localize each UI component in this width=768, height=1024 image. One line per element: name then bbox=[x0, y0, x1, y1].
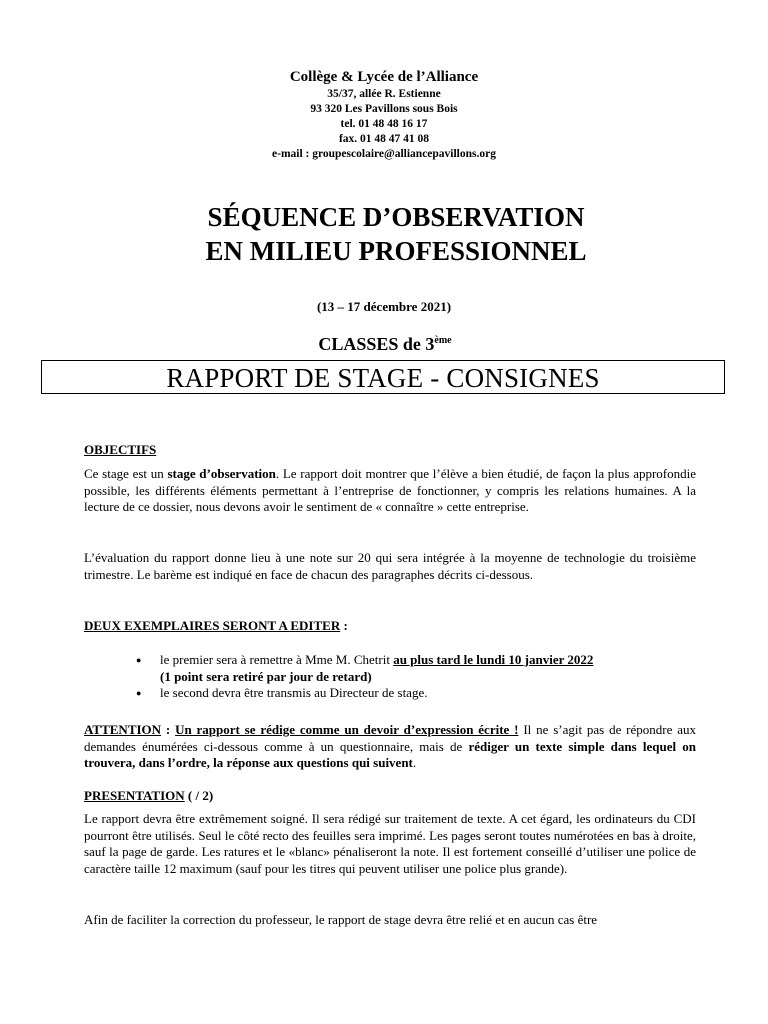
attention-emphasis: Un rapport se rédige comme un devoir d’expression écrite ! bbox=[175, 722, 519, 737]
classes-label bbox=[0, 334, 768, 355]
exemplaires-heading bbox=[84, 618, 348, 634]
fax-number: fax. 01 48 47 41 08 bbox=[338, 133, 430, 145]
presentation-paragraph-1: Le rapport devra être extrêmement soigné. Il sera rédigé sur traitement de texte. A cet égard, les ordinateurs du CDI pourront être utilisés. Seul le côté recto des feuilles sera imprimé. Les pages seront toutes numérotées en bas à droite, sauf la page de garde. Les ratures et le «blanc» pénaliseront la note. Il est fortement conseillé d’utiliser une police de caractère taille 12 maximum (sauf pour les titres qui peuvent utiliser une police plus grande). bbox=[84, 811, 696, 876]
main-title-line-1: SÉQUENCE D’OBSERVATION bbox=[207, 202, 585, 232]
address-line-1: 35/37, allée R. Estienne bbox=[327, 88, 441, 100]
attention-separator: : bbox=[161, 722, 176, 737]
objectifs-p1-bold: stage d’observation bbox=[167, 466, 276, 481]
exemplaires-heading-text: DEUX EXEMPLAIRES SERONT A EDITER bbox=[84, 618, 341, 633]
attention-paragraph bbox=[84, 722, 696, 772]
main-title-line-2: EN MILIEU PROFESSIONNEL bbox=[205, 236, 587, 266]
objectifs-paragraph-2: L’évaluation du rapport donne lieu à une note sur 20 qui sera intégrée à la moyenne de technologie du troisième trimestre. Le barème est indiqué en face de chacun des paragraphes décrits ci-dessous. bbox=[84, 550, 696, 582]
objectifs-paragraph-1 bbox=[84, 466, 696, 516]
presentation-paragraph-2: Afin de faciliter la correction du professeur, le rapport de stage devra être relié et en aucun cas être bbox=[84, 912, 598, 927]
report-title-box: RAPPORT DE STAGE - CONSIGNES bbox=[41, 360, 725, 394]
list-item bbox=[84, 685, 724, 702]
attention-bold-text: rédiger un texte simple dans lequel on trouvera, dans l’ordre, la réponse aux questions qui suivent bbox=[84, 738, 696, 770]
classes-superscript: ème bbox=[434, 335, 452, 346]
deadline-text: au plus tard le lundi 10 janvier 2022 bbox=[393, 652, 594, 667]
presentation-score: ( / 2) bbox=[184, 788, 214, 803]
school-header bbox=[0, 68, 768, 162]
email-address: e-mail : groupescolaire@alliancepavillons.org bbox=[272, 148, 496, 160]
objectifs-heading: OBJECTIFS bbox=[84, 442, 157, 457]
penalty-note: (1 point sera retiré par jour de retard) bbox=[160, 668, 372, 684]
objectifs-p1-start: Ce stage est un bbox=[84, 466, 168, 481]
classes-text: CLASSES de 3 bbox=[318, 334, 435, 354]
presentation-heading-text: PRESENTATION bbox=[84, 788, 185, 803]
exemplaires-heading-suffix: : bbox=[340, 618, 348, 633]
address-line-2: 93 320 Les Pavillons sous Bois bbox=[310, 103, 458, 115]
stage-dates: (13 – 17 décembre 2021) bbox=[316, 299, 452, 314]
school-name: Collège & Lycée de l’Alliance bbox=[289, 69, 479, 85]
objectifs-p1-end: . Le rapport doit montrer que l’élève a bien étudié, de façon la plus approfondie possible, les différents éléments permettant à l’entreprise de fonctionner, y compris les relations humaines. A la lecture de ce dossier, nous devons avoir le sentiment de « connaître » cette entreprise. bbox=[84, 466, 696, 514]
phone-number: tel. 01 48 48 16 17 bbox=[340, 118, 428, 130]
list-item bbox=[84, 652, 724, 669]
presentation-heading bbox=[84, 788, 213, 804]
exemplaire-2-text: le second devra être transmis au Directeur de stage. bbox=[160, 685, 428, 700]
main-title bbox=[0, 200, 768, 268]
attention-text-start: Il ne s’agit pas de répondre aux demandes énumérées ci-dessous comme à un questionnaire, mais de bbox=[84, 722, 696, 754]
attention-text-end: . bbox=[412, 755, 417, 770]
exemplaire-1-text: le premier sera à remettre à Mme M. Chetrit bbox=[160, 652, 394, 667]
attention-label: ATTENTION bbox=[84, 722, 162, 737]
exemplaires-list bbox=[84, 652, 724, 702]
